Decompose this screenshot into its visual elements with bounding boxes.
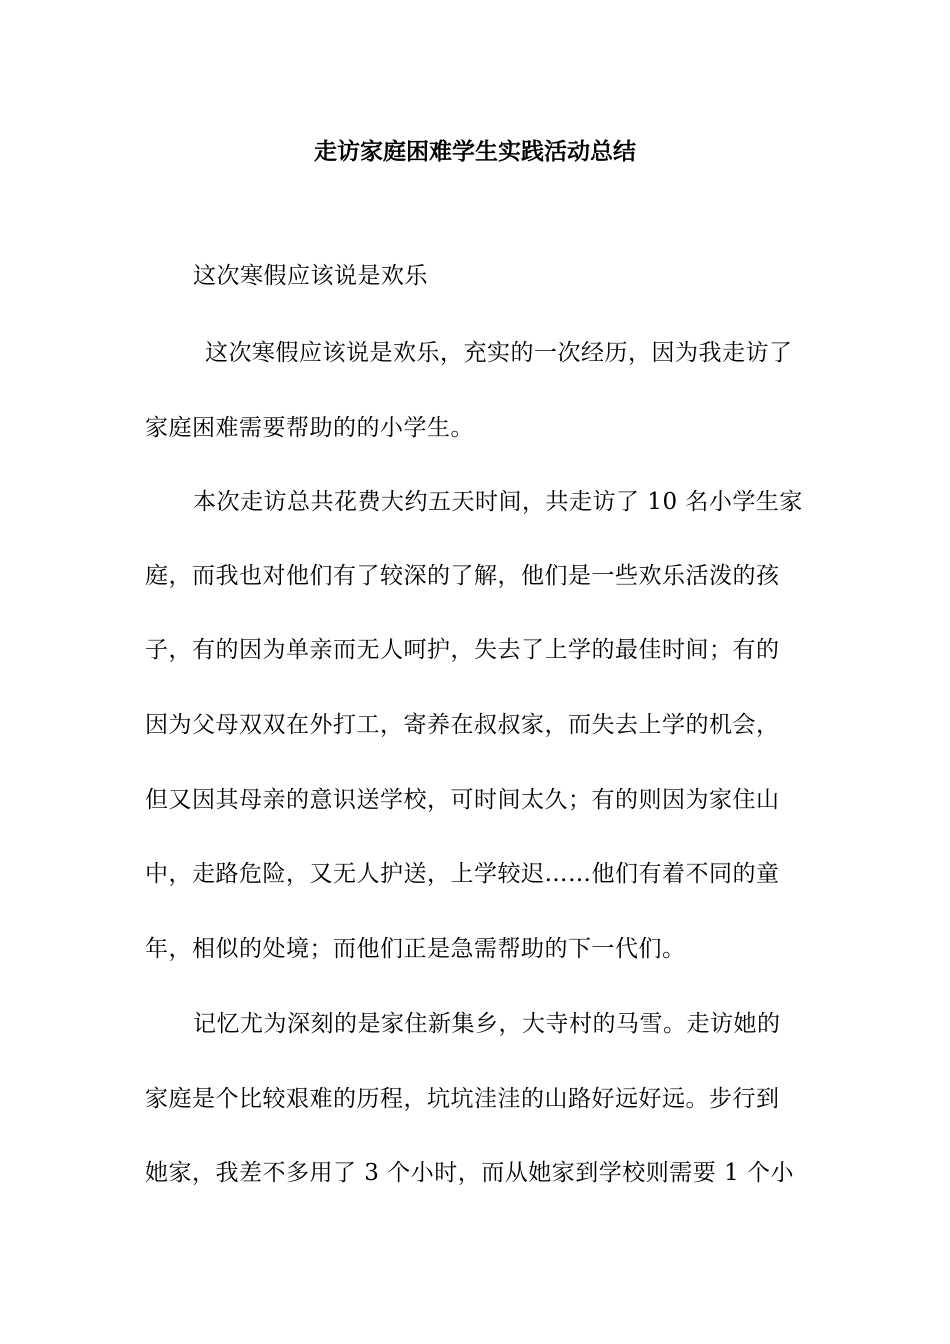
paragraph-line: 子，有的因为单亲而无人呵护，失去了上学的最佳时间；有的	[145, 637, 780, 663]
paragraph-line: 年，相似的处境；而他们正是急需帮助的下一代们。	[145, 936, 686, 962]
paragraph-line: 家庭困难需要帮助的的小学生。	[145, 415, 474, 441]
paragraph-line: 这次寒假应该说是欢乐，充实的一次经历，因为我走访了	[205, 340, 793, 366]
paragraph-line: 本次走访总共花费大约五天时间，共走访了 10 名小学生家	[193, 489, 803, 515]
paragraph-line: 这次寒假应该说是欢乐	[193, 263, 428, 289]
paragraph-line: 因为父母双双在外打工，寄养在叔叔家，而失去上学的机会，	[145, 712, 780, 738]
paragraph-line: 但又因其母亲的意识送学校，可时间太久；有的则因为家住山	[145, 787, 780, 813]
paragraph-line: 记忆尤为深刻的是家住新集乡，大寺村的马雪。走访她的	[193, 1011, 781, 1037]
document-title: 走访家庭困难学生实践活动总结	[314, 139, 636, 165]
paragraph-line: 家庭是个比较艰难的历程，坑坑洼洼的山路好远好远。步行到	[145, 1086, 780, 1112]
paragraph-line: 庭，而我也对他们有了较深的了解，他们是一些欢乐活泼的孩	[145, 563, 780, 589]
paragraph-line: 中，走路危险，又无人护送，上学较迟……他们有着不同的童	[145, 861, 780, 887]
paragraph-line: 她家，我差不多用了 3 个小时，而从她家到学校则需要 1 个小	[145, 1160, 795, 1186]
